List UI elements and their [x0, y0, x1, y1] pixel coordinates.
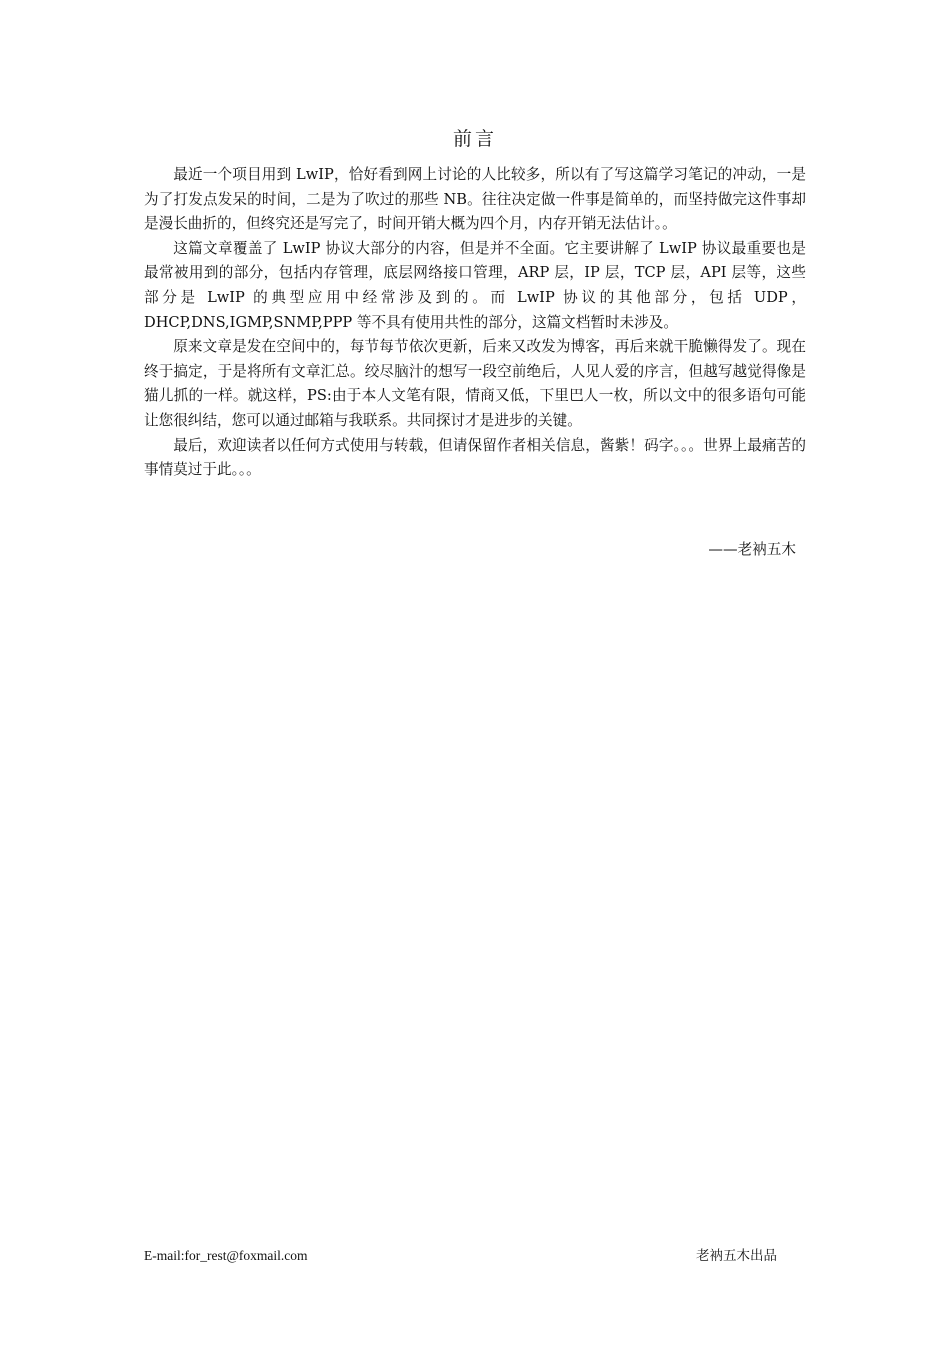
paragraph: 最后，欢迎读者以任何方式使用与转载，但请保留作者相关信息，酱紫！码字。。。世界上最痛苦的事情莫过于此。。。	[144, 436, 806, 479]
preface-body	[144, 163, 806, 483]
footer-email: E-mail:for_rest@foxmail.com	[144, 1248, 308, 1263]
footer-publisher: 老衲五木出品	[696, 1248, 777, 1264]
page-title: 前言	[452, 128, 497, 150]
paragraph: 最近一个项目用到 LwIP，恰好看到网上讨论的人比较多，所以有了写这篇学习笔记的冲动，一是为了打发点发呆的时间，二是为了吹过的那些 NB。往往决定做一件事是简单的，而坚持做完这件事却是漫长曲折的，但终究还是写完了，时间开销大概为四个月，内存开销无法估计。。	[144, 166, 806, 233]
paragraph: 这篇文章覆盖了 LwIP 协议大部分的内容，但是并不全面。它主要讲解了 LwIP 协议最重要也是最常被用到的部分，包括内存管理，底层网络接口管理，ARP 层，IP 层，TCP 层，API 层等，这些部分是 LwIP 的典型应用中经常涉及到的。而 LwIP 协议的其他部分，包括 UDP，DHCP,DNS,IGMP,SNMP,PPP 等不具有使用共性的部分，这篇文档暂时未涉及。	[144, 239, 806, 331]
paragraph: 原来文章是发在空间中的，每节每节依次更新，后来又改发为博客，再后来就干脆懒得发了。现在终于搞定，于是将所有文章汇总。绞尽脑汁的想写一段空前绝后，人见人爱的序言，但越写越觉得像是猫儿抓的一样。就这样，PS:由于本人文笔有限，情商又低，下里巴人一枚，所以文中的很多语句可能让您很纠结，您可以通过邮箱与我联系。共同探讨才是进步的关键。	[144, 338, 806, 429]
author-signature: ——老衲五木	[708, 541, 796, 558]
